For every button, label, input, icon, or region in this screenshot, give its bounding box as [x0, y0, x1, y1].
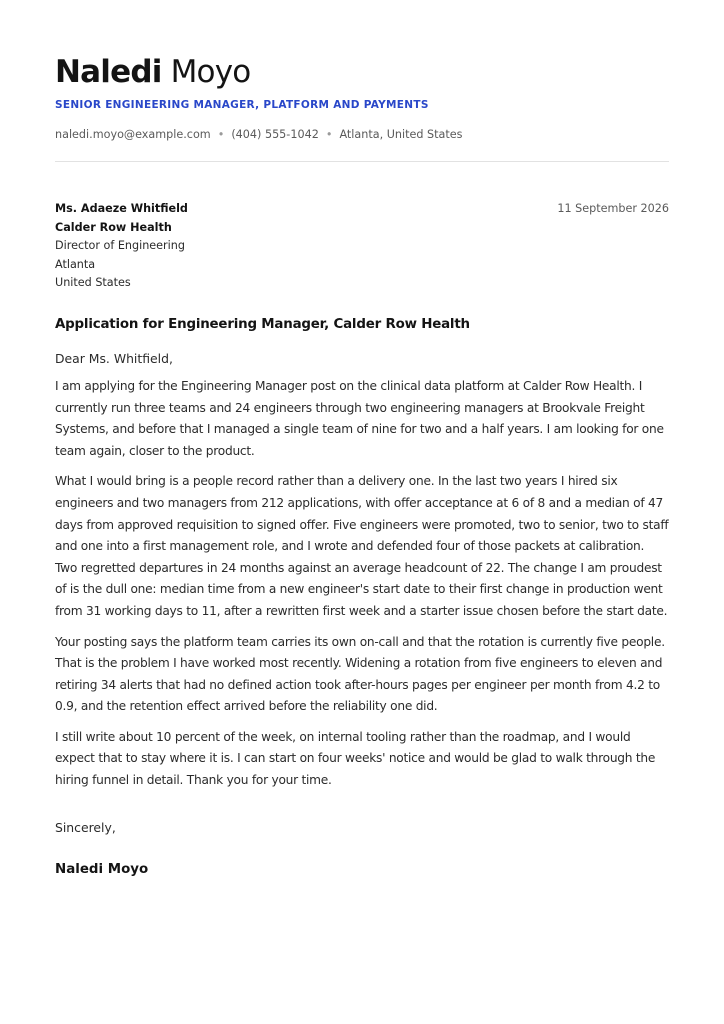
header-divider	[55, 161, 669, 162]
recipient-block	[55, 200, 669, 293]
letter-date: 11 September 2026	[557, 202, 669, 215]
contact-separator: •	[325, 128, 333, 141]
signature-name: Naledi Moyo	[55, 861, 149, 877]
applicant-role: SENIOR ENGINEERING MANAGER, PLATFORM AND PAYMENTS	[55, 99, 429, 111]
applicant-last-name: Moyo	[170, 54, 251, 90]
body-paragraph: I am applying for the Engineering Manager post on the clinical data platform at Calder Row Health. I currently run three teams and 24 engineers through two engineering managers at Brookvale Freight Systems, and before that I managed a single team of nine for two and a half years. I am looking for one team again, closer to the product.	[55, 378, 664, 458]
body-paragraph: I still write about 10 percent of the week, on internal tooling rather than the roadmap, and I would expect that to stay where it is. I can start on four weeks' notice and would be glad to walk through the hiring funnel in detail. Thank you for your time.	[55, 729, 656, 788]
recipient-title: Director of Engineering	[55, 239, 185, 253]
applicant-first-name: Naledi	[55, 54, 162, 90]
recipient-country: United States	[55, 276, 131, 290]
body-paragraph: Your posting says the platform team carries its own on-call and that the rotation is currently five people. That is the problem I have worked most recently. Widening a rotation from five engineers to eleven and retiring 34 alerts that had no defined action took after-hours pages per engineer per month from 4.2 to 0.9, and the retention effect arrived before the reliability one did.	[55, 634, 665, 714]
body-paragraph: What I would bring is a people record rather than a delivery one. In the last two years I hired six engineers and two managers from 212 applications, with offer acceptance at 6 of 8 and a median of 47 days from approved requisition to signed offer. Five engineers were promoted, two to senior, two to staff and one into a first management role, and I wrote and defended four of those packets at calibration. Two regretted departures in 24 months against an average headcount of 22. The change I am proudest of is the dull one: median time from a new engineer's start date to their first change in production went from 31 working days to 11, after a rewritten first week and a starter issue chosen before the start date.	[55, 474, 669, 618]
recipient-company: Calder Row Health	[55, 220, 172, 234]
salutation: Dear Ms. Whitfield,	[55, 350, 173, 366]
recipient-name: Ms. Adaeze Whitfield	[55, 202, 188, 215]
contact-email: naledi.moyo@example.com	[55, 128, 211, 141]
contact-phone: (404) 555-1042	[231, 128, 319, 141]
contact-line	[55, 128, 669, 141]
recipient-city: Atlanta	[55, 257, 96, 271]
letter-subject: Application for Engineering Manager, Calder Row Health	[55, 316, 470, 332]
closing: Sincerely,	[55, 819, 116, 835]
letter-body	[55, 376, 669, 792]
contact-location: Atlanta, United States	[339, 128, 463, 141]
contact-separator: •	[217, 128, 225, 141]
applicant-name	[55, 50, 669, 94]
cover-letter-page	[55, 50, 669, 877]
